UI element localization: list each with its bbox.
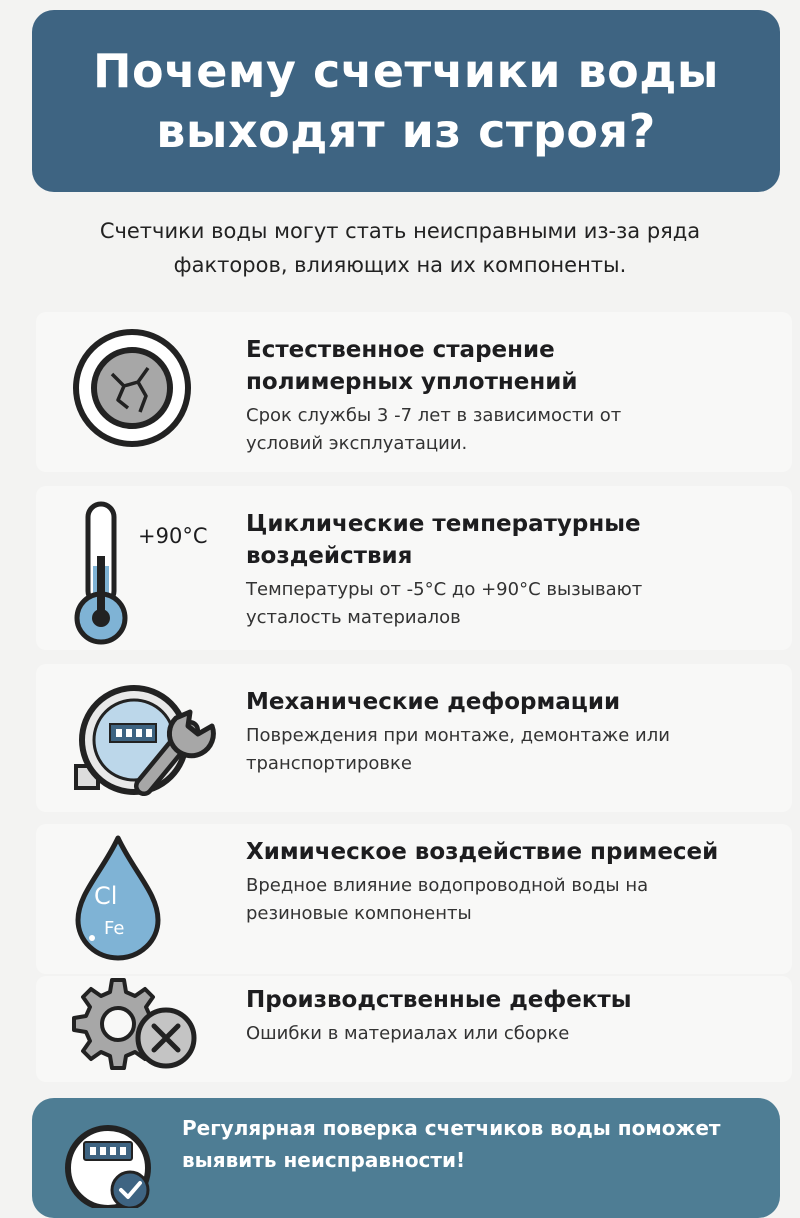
- temperature-label: +90°C: [138, 524, 208, 548]
- item-title: Химическое воздействие примесей: [246, 839, 719, 865]
- item-title: Производственные дефекты: [246, 987, 632, 1013]
- list-item: [36, 664, 792, 812]
- page-title: Почему счетчики воды выходят из строя?: [93, 44, 719, 158]
- item-text: [246, 508, 676, 632]
- footer-banner: [32, 1098, 780, 1218]
- item-text: [246, 984, 746, 1048]
- gear-cross-icon: [72, 974, 242, 1074]
- thermometer-icon: [72, 500, 242, 648]
- water-drop-icon: [72, 832, 242, 962]
- intro-text: Счетчики воды могут стать неисправными из-за ряда факторов, влияющих на их компоненты.: [99, 219, 701, 277]
- list-item: [36, 824, 792, 974]
- item-description: Ошибки в материалах или сборке: [246, 1023, 570, 1044]
- meter-wrench-icon: [72, 682, 242, 802]
- item-description: Вредное влияние водопроводной воды на резиновые компоненты: [246, 875, 649, 924]
- item-text: [246, 334, 696, 458]
- list-item: [36, 486, 792, 650]
- item-text: [246, 836, 786, 928]
- item-title: Механические деформации: [246, 689, 621, 715]
- item-title: Циклические температурные воздействия: [246, 511, 641, 569]
- meter-check-icon: [62, 1118, 162, 1208]
- header-banner: [32, 10, 780, 192]
- footer-text: Регулярная поверка счетчиков воды поможет выявить неисправности!: [182, 1116, 721, 1172]
- cracked-seal-icon: [72, 326, 242, 456]
- item-title: Естественное старение полимерных уплотнений: [246, 337, 578, 395]
- iron-label: Fe: [104, 918, 125, 939]
- list-item: [36, 976, 792, 1082]
- list-item: [36, 312, 792, 472]
- chlorine-label: Cl: [94, 882, 118, 910]
- item-description: Срок службы 3 -7 лет в зависимости от условий эксплуатации.: [246, 405, 622, 454]
- item-description: Повреждения при монтаже, демонтаже или транспортировке: [246, 725, 670, 774]
- item-description: Температуры от -5°C до +90°C вызывают усталость материалов: [246, 579, 643, 628]
- item-text: [246, 686, 746, 778]
